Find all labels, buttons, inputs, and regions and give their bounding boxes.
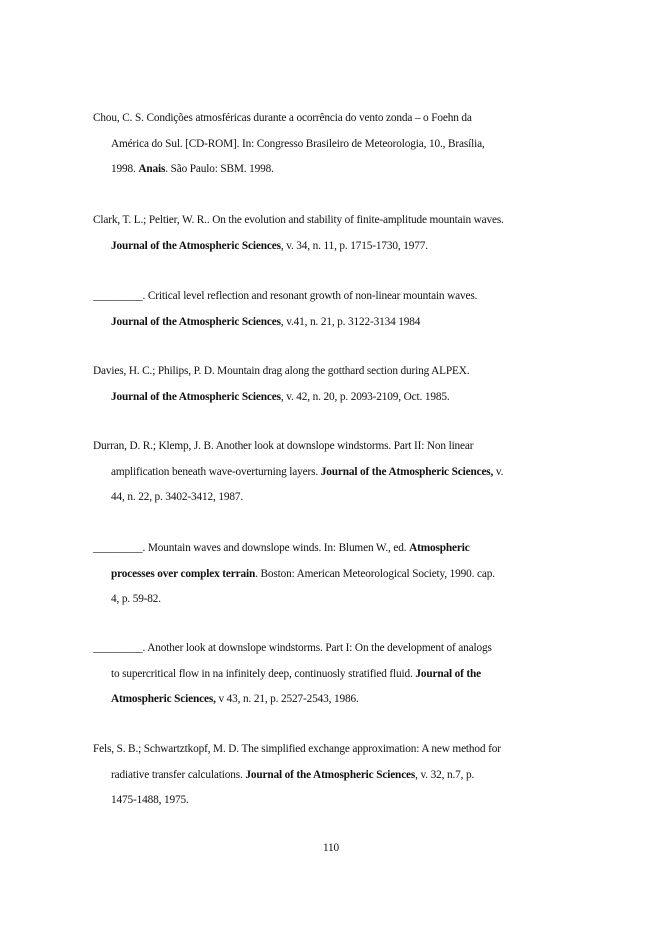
reference-line — [93, 359, 575, 385]
reference-line — [93, 385, 575, 411]
reference-text: Chou, C. S. Condições atmosféricas durante a ocorrência do vento zonda – o Foehn da — [93, 112, 472, 124]
reference-text: 44, n. 22, p. 3402-3412, 1987. — [111, 491, 244, 503]
reference-text: amplification beneath wave-overturning layers. — [111, 465, 321, 478]
reference-line — [93, 788, 575, 814]
reference-entry — [93, 106, 575, 183]
reference-line — [93, 208, 575, 234]
reference-text: América do Sul. [CD-ROM]. In: Congresso Brasileiro de Meteorologia, 10., Brasília, — [111, 137, 485, 150]
reference-bold-text: Atmospheric Sciences, — [111, 693, 216, 705]
reference-line — [93, 687, 575, 713]
reference-text: _________. Another look at downslope windstorms. Part I: On the development of analogs — [93, 642, 492, 654]
reference-line — [93, 763, 575, 789]
reference-line — [93, 562, 575, 588]
reference-text: _________. Mountain waves and downslope winds. In: Blumen W., ed. — [93, 542, 410, 554]
reference-text: . São Paulo: SBM. 1998. — [165, 163, 274, 175]
reference-text: Durran, D. R.; Klemp, J. B. Another look at downslope windstorms. Part II: Non linear — [93, 440, 474, 452]
reference-text: v. — [493, 465, 504, 478]
reference-bold-text: Journal of the Atmospheric Sciences — [245, 768, 416, 781]
reference-line — [93, 662, 575, 688]
reference-bold-text: Journal of the Atmospheric Sciences — [111, 239, 281, 252]
reference-text: 1475-1488, 1975. — [111, 794, 189, 806]
reference-line — [93, 587, 575, 613]
reference-bold-text: processes over complex terrain — [111, 567, 256, 580]
reference-entry — [93, 359, 575, 410]
reference-entry — [93, 636, 575, 713]
reference-entry — [93, 737, 575, 814]
reference-text: . Boston: American Meteorological Society, 1990. cap. — [255, 567, 495, 580]
reference-line — [93, 737, 575, 763]
reference-bold-text: Atmospheric — [409, 542, 470, 554]
reference-entry — [93, 284, 575, 335]
reference-text: 1998. — [111, 163, 139, 175]
reference-line — [93, 157, 575, 183]
reference-line — [93, 310, 575, 336]
reference-line — [93, 485, 575, 511]
reference-line — [93, 536, 575, 562]
reference-entry — [93, 434, 575, 511]
reference-line — [93, 234, 575, 260]
reference-text: Davies, H. C.; Philips, P. D. Mountain drag along the gotthard section during ALPEX. — [93, 365, 470, 377]
page-number: 110 — [322, 842, 340, 854]
reference-text: 4, p. 59-82. — [111, 593, 161, 605]
reference-bold-text: Journal of the Atmospheric Sciences — [111, 390, 281, 403]
reference-bold-text: Journal of the — [415, 667, 482, 680]
reference-entry — [93, 536, 575, 613]
reference-text: , v. 42, n. 20, p. 2093-2109, Oct. 1985. — [280, 390, 450, 403]
reference-text: radiative transfer calculations. — [111, 768, 246, 781]
reference-bold-text: Journal of the Atmospheric Sciences, — [320, 465, 494, 478]
reference-text: _________. Critical level reflection and resonant growth of non-linear mountain waves. — [93, 290, 478, 302]
reference-text: Fels, S. B.; Schwartztkopf, M. D. The simplified exchange approximation: A new method for — [93, 743, 501, 755]
reference-line — [93, 284, 575, 310]
reference-line — [93, 106, 575, 132]
reference-text: , v. 32, n.7, p. — [415, 768, 475, 781]
reference-bold-text: Anais — [138, 163, 166, 175]
reference-entry — [93, 208, 575, 259]
reference-text: , v.41, n. 21, p. 3122-3134 1984 — [280, 315, 421, 328]
reference-text: Clark, T. L.; Peltier, W. R.. On the evolution and stability of finite-amplitude mountain waves. — [93, 214, 504, 226]
reference-line — [93, 434, 575, 460]
reference-bold-text: Journal of the Atmospheric Sciences — [111, 315, 281, 328]
reference-line — [93, 132, 575, 158]
reference-line — [93, 460, 575, 486]
reference-text: v 43, n. 21, p. 2527-2543, 1986. — [215, 693, 359, 705]
reference-text: , v. 34, n. 11, p. 1715-1730, 1977. — [280, 239, 428, 252]
reference-line — [93, 636, 575, 662]
reference-text: to supercritical flow in na infinitely deep, continuosly stratified fluid. — [111, 667, 416, 680]
